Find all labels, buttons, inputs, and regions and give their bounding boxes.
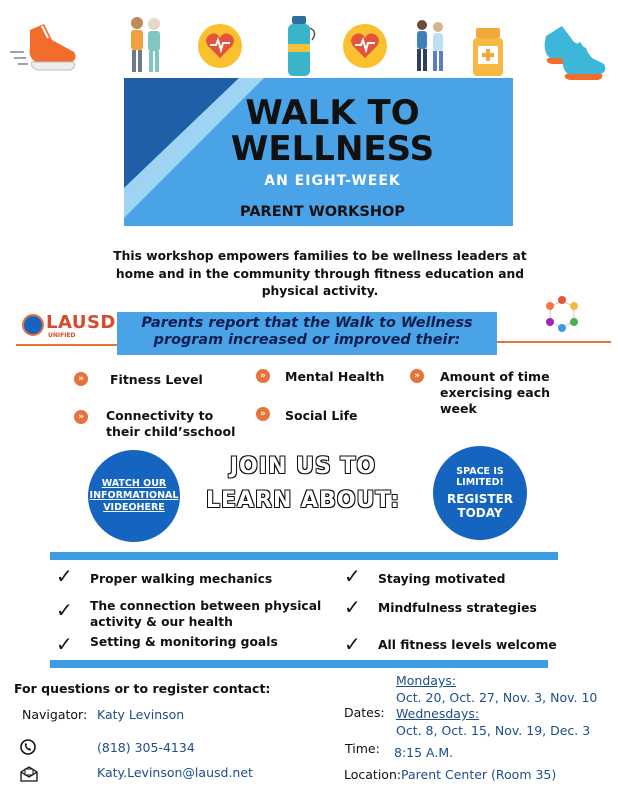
topics-top-bar — [50, 552, 558, 560]
time-value: 8:15 A.M. — [394, 745, 454, 760]
bullet-icon: » — [256, 369, 270, 383]
heart-rate-icon-2 — [343, 24, 387, 68]
bullet-icon: » — [74, 410, 88, 424]
wednesdays-label: Wednesdays: — [396, 706, 480, 721]
mail-icon — [19, 765, 39, 783]
register-line2: LIMITED! — [456, 477, 504, 488]
improvement-item: Fitness Level — [110, 372, 203, 387]
wednesdays-dates: Oct. 8, Oct. 15, Nov. 19, Dec. 3 — [396, 723, 591, 738]
check-icon: ✓ — [56, 632, 73, 656]
hero-subtitle: AN EIGHT-WEEK — [264, 173, 401, 189]
join-heading — [188, 450, 418, 518]
walking-people-icon — [410, 18, 450, 76]
elderly-couple-walking-icon — [123, 15, 169, 75]
mondays-dates: Oct. 20, Oct. 27, Nov. 3, Nov. 10 — [396, 690, 598, 705]
join-line1: JOIN US TO — [229, 454, 377, 479]
dates-label: Dates: — [344, 705, 385, 720]
check-icon: ✓ — [344, 632, 361, 656]
sneakers-icon — [540, 22, 612, 88]
report-line2: program increased or improved their: — [153, 332, 461, 348]
hero-title-line1: WALK TO — [245, 93, 420, 133]
improvement-item: Mental Health — [285, 369, 385, 384]
improvement-item: Connectivity to their child’sschool — [106, 408, 236, 439]
lausd-logo-sub: UNIFIED — [48, 332, 76, 339]
navigator-name: Katy Levinson — [97, 707, 185, 722]
phone-icon — [20, 739, 36, 755]
bullet-icon: » — [410, 369, 424, 383]
check-icon: ✓ — [344, 564, 361, 588]
report-line1: Parents report that the Walk to Wellness — [141, 315, 473, 331]
report-banner — [117, 312, 497, 355]
video-line2: INFORMATIONAL — [89, 490, 179, 501]
wellness-wheel-icon — [540, 294, 584, 334]
location-value: Parent Center (Room 35) — [401, 767, 557, 782]
bullet-icon: » — [74, 372, 88, 386]
mondays-label: Mondays: — [396, 673, 457, 688]
lausd-seal-icon — [22, 314, 44, 336]
location-label: Location: — [344, 767, 402, 782]
email-link[interactable]: Katy.Levinson@lausd.net — [97, 765, 253, 780]
topic-item: All fitness levels welcome — [378, 638, 557, 652]
topic-item: Proper walking mechanics — [90, 572, 273, 586]
hero-title-line2: WELLNESS — [230, 129, 435, 169]
check-icon: ✓ — [56, 598, 73, 622]
hero-subtitle2: PARENT WORKSHOP — [240, 204, 405, 220]
bullet-icon: » — [256, 407, 270, 421]
improvement-item: Social Life — [285, 408, 358, 423]
navigator-label: Navigator: — [22, 707, 88, 722]
topics-bottom-bar — [50, 660, 548, 668]
time-label: Time: — [345, 741, 380, 756]
topic-item: Mindfulness strategies — [378, 601, 537, 615]
topic-item: Setting & monitoring goals — [90, 635, 278, 649]
watch-video-link[interactable] — [88, 450, 180, 542]
supplement-jar-icon — [470, 26, 506, 78]
topic-item: Staying motivated — [378, 572, 506, 586]
lausd-logo-text: LAUSD — [46, 312, 116, 333]
register-today-button[interactable] — [433, 446, 527, 540]
contact-heading: For questions or to register contact: — [14, 681, 271, 696]
phone-number[interactable]: (818) 305-4134 — [97, 740, 195, 755]
join-line2: LEARN ABOUT: — [205, 488, 401, 513]
video-line3: VIDEOHERE — [103, 502, 165, 513]
register-line1: SPACE IS — [456, 466, 504, 477]
divider-right — [497, 341, 611, 343]
video-line1: WATCH OUR — [101, 478, 167, 489]
register-line4: TODAY — [457, 506, 503, 520]
divider-left — [16, 344, 120, 346]
water-bottle-icon — [280, 14, 320, 78]
improvement-item: Amount of time exercising each week — [440, 369, 551, 416]
heart-rate-icon — [198, 24, 242, 68]
check-icon: ✓ — [344, 595, 361, 619]
check-icon: ✓ — [56, 564, 73, 588]
running-shoe-icon — [8, 18, 80, 78]
lausd-logo — [22, 312, 116, 342]
register-line3: REGISTER — [446, 492, 514, 506]
topic-item: The connection between physical activity & our health — [90, 599, 322, 629]
intro-text: This workshop empowers families to be wellness leaders at home and in the community through fitness education and physical activity. — [113, 249, 527, 298]
